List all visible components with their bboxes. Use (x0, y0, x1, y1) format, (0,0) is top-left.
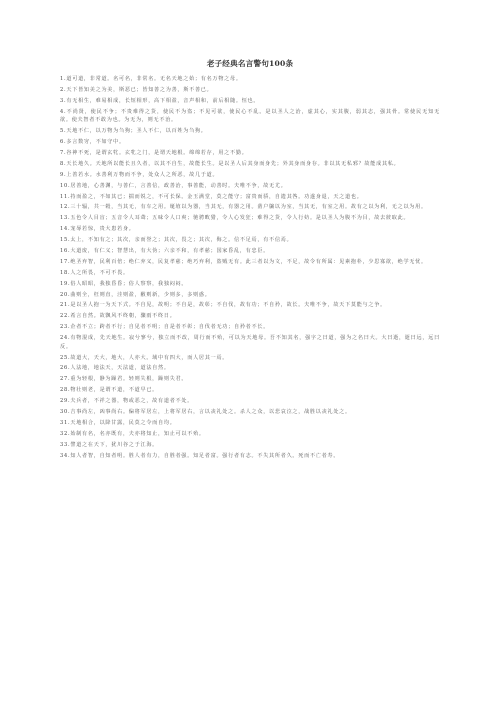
quote-text: 居善地，心善渊，与善仁，言善信，政善治，事善能，动善时。夫唯不争，故无尤。 (70, 182, 287, 189)
quote-number: 31. (60, 419, 71, 426)
quote-number: 32. (60, 430, 71, 437)
quote-text: 重为轻根，静为躁君。轻则失根，躁则失君。 (70, 376, 188, 383)
quote-item (60, 269, 440, 278)
quote-text: 不尚贤，使民不争；不贵难得之货，使民不为盗；不见可欲，使民心不乱。是以圣人之治，虚其心，实其腹，弱其志，强其骨。常使民无知无欲。使夫智者不敢为也。为无为，则无不治。 (60, 108, 440, 124)
quote-text: 天地相合，以降甘露，民莫之令而自均。 (70, 419, 176, 426)
quote-text: 希言自然。故飘风不终朝，骤雨不终日。 (70, 313, 176, 320)
quote-text: 吉事尚左，凶事尚右。偏将军居左，上将军居右，言以丧礼处之。杀人之众，以悲哀泣之，战胜以丧礼处之。 (70, 409, 351, 416)
quote-text: 天地不仁，以万物为刍狗；圣人不仁，以百姓为刍狗。 (66, 128, 207, 135)
quote-item (60, 203, 440, 212)
quote-item (60, 108, 440, 125)
quote-number: 25. (60, 354, 71, 361)
quote-text: 有无相生，难易相成，长短相形，高下相盈，音声相和，前后相随。恒也。 (66, 97, 260, 104)
quote-text: 宠辱若惊，贵大患若身。 (70, 226, 135, 233)
quote-item (60, 397, 440, 406)
quote-text: 夫兵者，不祥之器，物或恶之，故有道者不处。 (70, 398, 194, 405)
quote-item (60, 280, 440, 289)
quote-number: 14. (60, 226, 71, 233)
quote-number: 21. (60, 302, 71, 309)
quote-item (60, 452, 440, 461)
quote-text: 道可道，非常道。名可名，非常名。无名天地之始；有名万物之母。 (66, 76, 242, 82)
quote-number: 34. (60, 452, 71, 459)
quote-text: 五色令人目盲；五音令人耳聋；五味令人口爽；驰骋畋猎，令人心发狂；难得之货，令人行妨。是以圣人为腹不为目，故去彼取此。 (70, 215, 410, 222)
quote-text: 曲则全，枉则直，洼则盈，敝则新，少则多，多则惑。 (70, 291, 211, 298)
quote-text: 是以圣人抱一为天下式。不自见，故明；不自是，故彰；不自伐，故有功；不自矜，故长。夫唯不争，故天下莫能与之争。 (70, 302, 386, 309)
quote-item (60, 334, 440, 351)
quote-number: 18. (60, 269, 71, 276)
quote-item (60, 323, 440, 332)
quote-number: 24. (60, 335, 71, 342)
quote-number: 11. (60, 193, 71, 200)
quote-item (60, 408, 440, 417)
quote-text: 天长地久。天地所以能长且久者，以其不自生，故能长生。是以圣人后其身而身先；外其身而身存。非以其无私邪？故能成其私。 (66, 160, 400, 167)
quote-text: 故道大，天大，地大，人亦大。域中有四大，而人居其一焉。 (70, 354, 229, 361)
quote-item (60, 193, 440, 202)
quote-number: 26. (60, 365, 71, 372)
quote-number: 16. (60, 247, 71, 254)
quote-number: 3. (60, 97, 67, 104)
quote-item (60, 75, 440, 84)
quote-text: 人之所畏，不可不畏。 (70, 269, 129, 276)
quote-number: 9. (60, 171, 67, 178)
quote-text: 三十辐，共一毂，当其无，有车之用。埏埴以为器，当其无，有器之用。凿户牖以为室，当其无，有室之用。故有之以为利，无之以为用。 (70, 204, 427, 211)
quote-item (60, 375, 440, 384)
quote-text: 多言数穷，不如守中。 (66, 139, 125, 146)
quote-item (60, 312, 440, 321)
quote-item (60, 86, 440, 95)
quote-number: 33. (60, 441, 71, 448)
quote-number: 20. (60, 291, 71, 298)
quote-item (60, 441, 440, 450)
quote-number: 2. (60, 86, 67, 93)
quote-item (60, 291, 440, 300)
quote-item (60, 364, 440, 373)
quote-number: 28. (60, 387, 71, 394)
quote-text: 太上，不知有之；其次，亲而誉之；其次，畏之；其次，侮之。信不足焉，有不信焉。 (70, 237, 293, 244)
quote-item (60, 171, 440, 180)
quote-item (60, 225, 440, 234)
quote-text: 物壮则老，是谓不道，不道早已。 (70, 387, 159, 394)
quote-list (60, 75, 440, 460)
quote-item (60, 97, 440, 106)
quote-text: 人法地，地法天，天法道，道法自然。 (70, 365, 170, 372)
quote-text: 上善若水。水善利万物而不争，处众人之所恶，故几于道。 (66, 171, 219, 178)
quote-number: 30. (60, 409, 71, 416)
quote-number: 29. (60, 398, 71, 405)
quote-item (60, 149, 440, 158)
quote-text: 谷神不死，是谓玄牝。玄牝之门，是谓天地根。绵绵若存，用之不勤。 (66, 149, 248, 156)
quote-number: 13. (60, 215, 71, 222)
quote-number: 23. (60, 324, 71, 331)
quote-text: 持而盈之，不如其已；揣而锐之，不可长保。金玉满堂，莫之能守；富贵而骄，自遗其咎。功遂身退，天之道也。 (70, 193, 363, 200)
quote-item (60, 160, 440, 169)
quote-number: 15. (60, 237, 71, 244)
quote-number: 4. (60, 108, 67, 115)
quote-item (60, 138, 440, 147)
quote-item (60, 182, 440, 191)
quote-item (60, 430, 440, 439)
quote-number: 6. (60, 139, 67, 146)
quote-number: 22. (60, 313, 71, 320)
quote-item (60, 214, 440, 223)
quote-item (60, 258, 440, 267)
quote-item (60, 386, 440, 395)
quote-number: 12. (60, 204, 71, 211)
document-title: 老子经典名言警句100条 (206, 59, 294, 68)
quote-item (60, 247, 440, 256)
quote-text: 天下皆知美之为美，斯恶已；皆知善之为善，斯不善已。 (66, 86, 213, 93)
quote-item (60, 127, 440, 136)
quote-text: 俗人昭昭，我独昏昏；俗人察察，我独闷闷。 (70, 280, 188, 287)
quote-item (60, 236, 440, 245)
quote-number: 1. (60, 76, 67, 82)
quote-text: 知人者智，自知者明。胜人者有力，自胜者强。知足者富。强行者有志。不失其所者久。死而不亡者寿。 (70, 452, 340, 459)
quote-number: 27. (60, 376, 71, 383)
quote-item (60, 419, 440, 428)
quote-text: 譬道之在天下，犹川谷之于江海。 (70, 441, 159, 448)
quote-text: 企者不立；跨者不行；自见者不明；自是者不彰；自伐者无功；自矜者不长。 (70, 324, 270, 331)
quote-item (60, 354, 440, 363)
quote-text: 始制有名，名亦既有，夫亦将知止，知止可以不殆。 (70, 430, 205, 437)
quote-number: 10. (60, 182, 71, 189)
quote-number: 8. (60, 160, 67, 167)
quote-item (60, 301, 440, 310)
quote-text: 有物混成，先天地生。寂兮寥兮，独立而不改，周行而不殆，可以为天地母。吾不知其名，强字之曰道，强为之名曰大。大曰逝，逝曰远，远曰反。 (60, 335, 440, 350)
quote-text: 绝圣弃智，民利百倍；绝仁弃义，民复孝慈；绝巧弃利，盗贼无有。此三者以为文，不足，故令有所属：见素抱朴，少思寡欲，绝学无忧。 (70, 258, 427, 265)
quote-number: 17. (60, 258, 71, 265)
quote-number: 19. (60, 280, 71, 287)
quote-text: 大道废，有仁义；智慧出，有大伪；六亲不和，有孝慈；国家昏乱，有忠臣。 (70, 247, 270, 254)
quote-number: 7. (60, 149, 67, 156)
quote-number: 5. (60, 128, 67, 135)
